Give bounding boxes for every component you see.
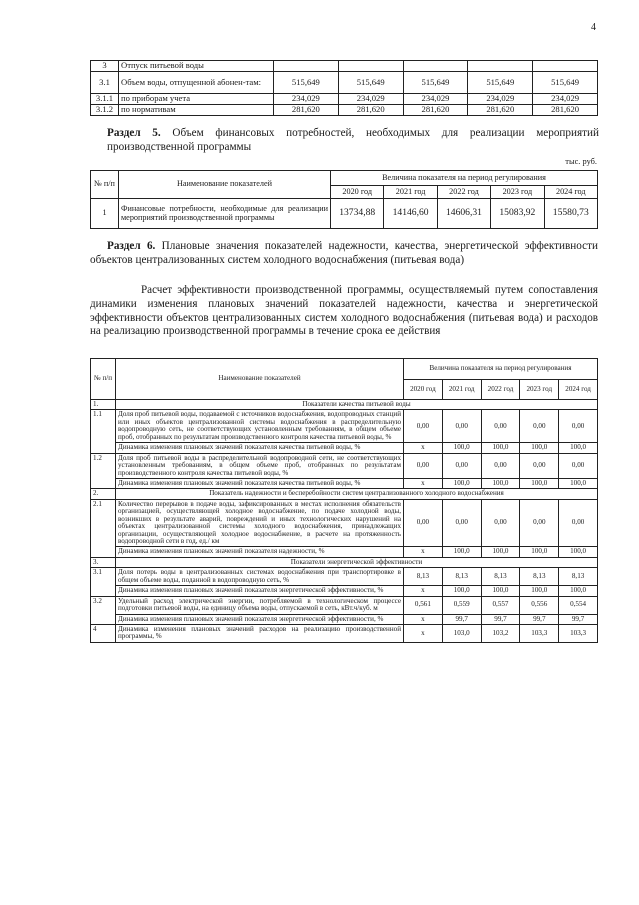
col-header-no: № п/п — [91, 359, 116, 400]
col-header-period: Величина показателя на период регулирования — [404, 359, 598, 380]
table-row: Динамика изменения плановых значений показателя надежности, % x 100,0 100,0 100,0 100,0 — [91, 547, 598, 557]
year-header: 2023 год — [491, 186, 544, 199]
section5-title: Объем финансовых потребностей, необходимых для реализации мероприятий производственной программы — [107, 127, 600, 153]
year-header: 2021 год — [384, 186, 437, 199]
row-number: 3.1.1 — [91, 94, 119, 105]
row-number: 3.1 — [91, 72, 119, 94]
financial-needs-table — [90, 170, 598, 229]
row-name: по приборам учета — [119, 94, 274, 105]
row-number: 3.1.2 — [91, 105, 119, 116]
section6-title: Плановые значения показателей надежности, качества, энергетической эффективности объектов централизованных систем холодного водоснабжения (питьевая вода) — [90, 240, 598, 266]
col-header-name: Наименование показателей — [119, 171, 331, 199]
row-name: по нормативам — [119, 105, 274, 116]
col-header-no: № п/п — [91, 171, 119, 199]
table-row: 1.1 Доля проб питьевой воды, подаваемой с источников водоснабжения, водопроводных станций или иных объектов централизованной системы водоснабжения в распределительную водопроводную сеть, не соответствующих установленным требованиям, в общем объеме проб, отобранных по результатам производственного контроля качества питьевой воды, % 0,00 0,00 0,00 0,00 0,00 — [91, 410, 598, 443]
year-header: 2021 год — [442, 380, 481, 400]
table-row: 1.2 Доля проб питьевой воды в распределительной водопроводной сети, не соответствующих установленным требованиям, в общем объеме проб, отобранных по результатам производственного контроля качества питьевой воды, % 0,00 0,00 0,00 0,00 0,00 — [91, 453, 598, 478]
table-row: Динамика изменения плановых значений показателя энергетической эффективности, % x 100,0 100,0 100,0 100,0 — [91, 586, 598, 596]
year-header: 2022 год — [437, 186, 490, 199]
table-row: Динамика изменения плановых значений показателя энергетической эффективности, % x 99,7 99,7 99,7 99,7 — [91, 614, 598, 624]
table-row: 3.2 Удельный расход электрической энергии, потребляемой в технологическом процессе подготовки питьевой воды, на единицу объема воды, отпускаемой в сеть, кВт.ч/куб. м 0,561 0,559 0,557 0,556 0,554 — [91, 596, 598, 614]
table-row: 1 Финансовые потребности, необходимые для реализации мероприятий производственной программы 13734,88 14146,60 14606,31 15083,92 15580,73 — [91, 199, 598, 229]
col-header-period: Величина показателя на период регулирования — [331, 171, 598, 186]
table-row: 3.1 Объем воды, отпущенной абонен-там: 515,649 515,649 515,649 515,649 515,649 — [91, 72, 598, 94]
page-number: 4 — [591, 22, 596, 33]
table-row: 3.1 Доля потерь воды в централизованных системах водоснабжения при транспортировке в общем объеме воды, поданной в водопроводную сеть, % 8,13 8,13 8,13 8,13 8,13 — [91, 568, 598, 586]
table-row: Динамика изменения плановых значений показателя качества питьевой воды, % x 100,0 100,0 100,0 100,0 — [91, 478, 598, 488]
indicators-table — [90, 358, 598, 643]
table-row: 4 Динамика изменения плановых значений расходов на реализацию производственной программы, % x 103,0 103,2 103,3 103,3 — [91, 624, 598, 642]
table-row — [91, 61, 598, 72]
units-label: тыс. руб. — [565, 157, 597, 166]
section6-paragraph: Расчет эффективности производственной программы, осуществляемый путем сопоставления динамики изменения плановых значений показателей надежности, качества и энергетической эффективности объектов централизованных систем холодного водоснабжения (питьевая вода) и расходов на реализацию производственной программы в течение срока ее действия — [90, 284, 598, 338]
year-header: 2020 год — [331, 186, 384, 199]
year-header: 2020 год — [404, 380, 443, 400]
year-header: 2022 год — [481, 380, 520, 400]
section-row: 1. Показатели качества питьевой воды — [91, 400, 598, 410]
section6-heading — [90, 240, 598, 267]
section5-label: Раздел 5. — [107, 127, 161, 139]
section6-label: Раздел 6. — [107, 240, 156, 252]
year-header: 2023 год — [520, 380, 559, 400]
year-header: 2024 год — [559, 380, 598, 400]
section-row: 2. Показатель надежности и бесперебойности систем централизованного холодного водоснабжения — [91, 489, 598, 499]
water-supply-table — [90, 60, 598, 116]
section-row: 3. Показатели энергетической эффективности — [91, 557, 598, 567]
row-name: Отпуск питьевой воды — [119, 61, 274, 72]
section5-heading — [107, 127, 599, 154]
table-row: Динамика изменения плановых значений показателя качества питьевой воды, % x 100,0 100,0 100,0 100,0 — [91, 443, 598, 453]
row-number: 3 — [91, 61, 119, 72]
table-row: 3.1.1 по приборам учета 234,029 234,029 234,029 234,029 234,029 — [91, 94, 598, 105]
table-row: 3.1.2 по нормативам 281,620 281,620 281,620 281,620 281,620 — [91, 105, 598, 116]
table-row: 2.1 Количество перерывов в подаче воды, зафиксированных в местах исполнения обязательств организацией, осуществляющей холодное водоснабжение, по подаче холодной воды, возникших в результате аварий, повреждений и иных технологических нарушений на объектах централизованной системы холодного водоснабжения, принадлежащих организации, осуществляющей холодное водоснабжение, в расчете на протяженность водопроводной сети в год, ед./ км 0,00 0,00 0,00 0,00 0,00 — [91, 499, 598, 547]
col-header-name: Наименование показателей — [116, 359, 404, 400]
row-name: Объем воды, отпущенной абонен-там: — [119, 72, 274, 94]
year-header: 2024 год — [544, 186, 597, 199]
